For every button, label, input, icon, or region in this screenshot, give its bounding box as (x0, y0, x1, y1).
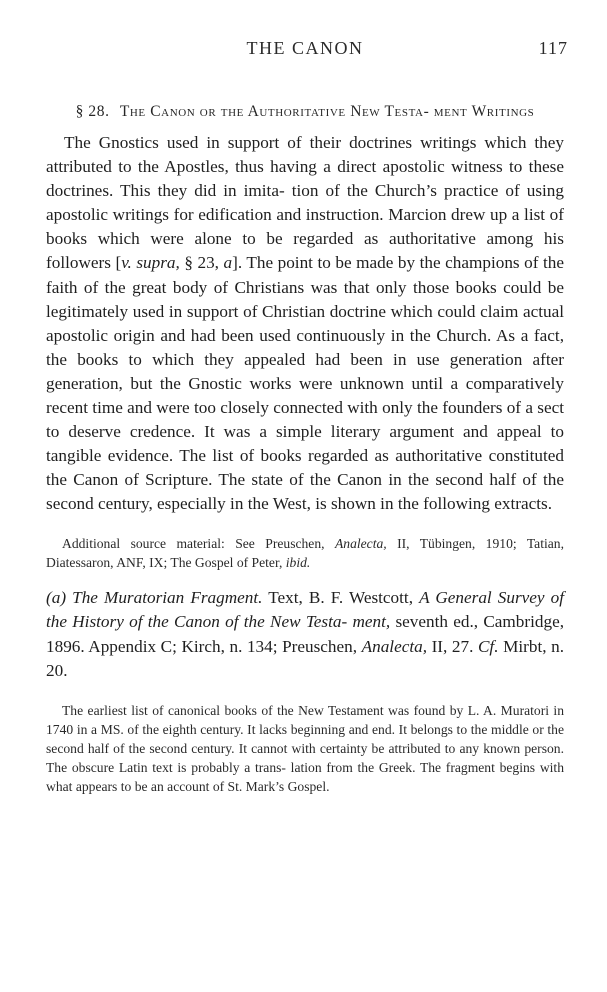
source-note-ibid: ibid. (285, 554, 311, 570)
section-number: § 28. (75, 103, 110, 120)
subsection-a-cf: Cf. (477, 636, 499, 656)
main-paragraph-ref-letter: a (223, 253, 233, 273)
subsection-a-analecta: Analecta, (361, 636, 427, 656)
subsection-a-part2: seventh ed., Cambridge, 1896. Appendix C; Kirch, n. 134; Preuschen, (46, 612, 564, 656)
main-paragraph-ref-italic: v. supra, (121, 253, 180, 273)
subsection-a-part3: II, 27. (427, 636, 478, 656)
section-heading (46, 100, 564, 123)
subsection-a-title: The Muratorian Fragment. (72, 587, 263, 607)
intro-note: The earliest list of canonical books of the New Testament was found by L. A. Muratori in 1740 in a MS. of the eighth century. It lacks beginning and end. It belongs to the middle or the second half of the second century. It cannot with certainty be attributed to any known person. The obscure Latin text is probably a trans- lation from the Greek. The fragment begins with what appears to be an account of St. Mark’s Gospel. (46, 702, 564, 794)
book-page (46, 34, 568, 809)
section-title: The Canon or the Authoritative New Testa- ment Writings (119, 103, 535, 120)
running-title: THE CANON (246, 38, 364, 58)
main-paragraph-part3: ]. The point to be made by the champions of the faith of the great body of Christians was that only those books could be legitimately used in support of Christian doctrine which could claim actual apostolic origin and had been used continuously in the Church. As a fact, the books to which they appealed had been in use generation after generation, but the Gnostic works were unknown until a comparatively recent time and were too closely connected with only the founders of a sect to deserve credence. It was a simple literary argument and appeal to tangible evidence. The list of books regarded as authoritative constituted the Canon of Scripture. The state of the Canon in the second half of the second century, especially in the West, is shown in the following extracts. (46, 253, 565, 514)
source-note-part2: II, Tübingen, 1910; Tatian, Diatessaron, ANF, IX; The Gospel of Peter, (46, 535, 564, 570)
running-head (46, 34, 568, 64)
main-paragraph-part2: § 23, (179, 253, 224, 273)
main-paragraph (46, 131, 564, 517)
main-paragraph-part1: The Gnostics used in support of their doctrines writings which they attributed to the Apostles, thus having a direct apostolic witness to these doctrines. This they did in imita- tion of the Church’s practice of using apostolic writings for edification and instruction. Marcion drew up a list of books which were alone to be regarded as authoritative among his followers [ (46, 133, 564, 273)
page-number: 117 (538, 38, 568, 58)
subsection-a (46, 586, 564, 684)
subsection-a-part4: Mirbt, n. 20. (46, 636, 565, 681)
source-note (46, 534, 564, 572)
source-note-analecta: Analecta, (334, 535, 387, 551)
subsection-a-label: (a) (46, 587, 67, 607)
subsection-a-part1: Text, B. F. Westcott, (262, 587, 420, 607)
subsection-a-book-title: A General Survey of the History of the Canon of the New Testa- ment, (46, 587, 565, 632)
source-note-part1: Additional source material: See Preuschen, (62, 535, 335, 551)
